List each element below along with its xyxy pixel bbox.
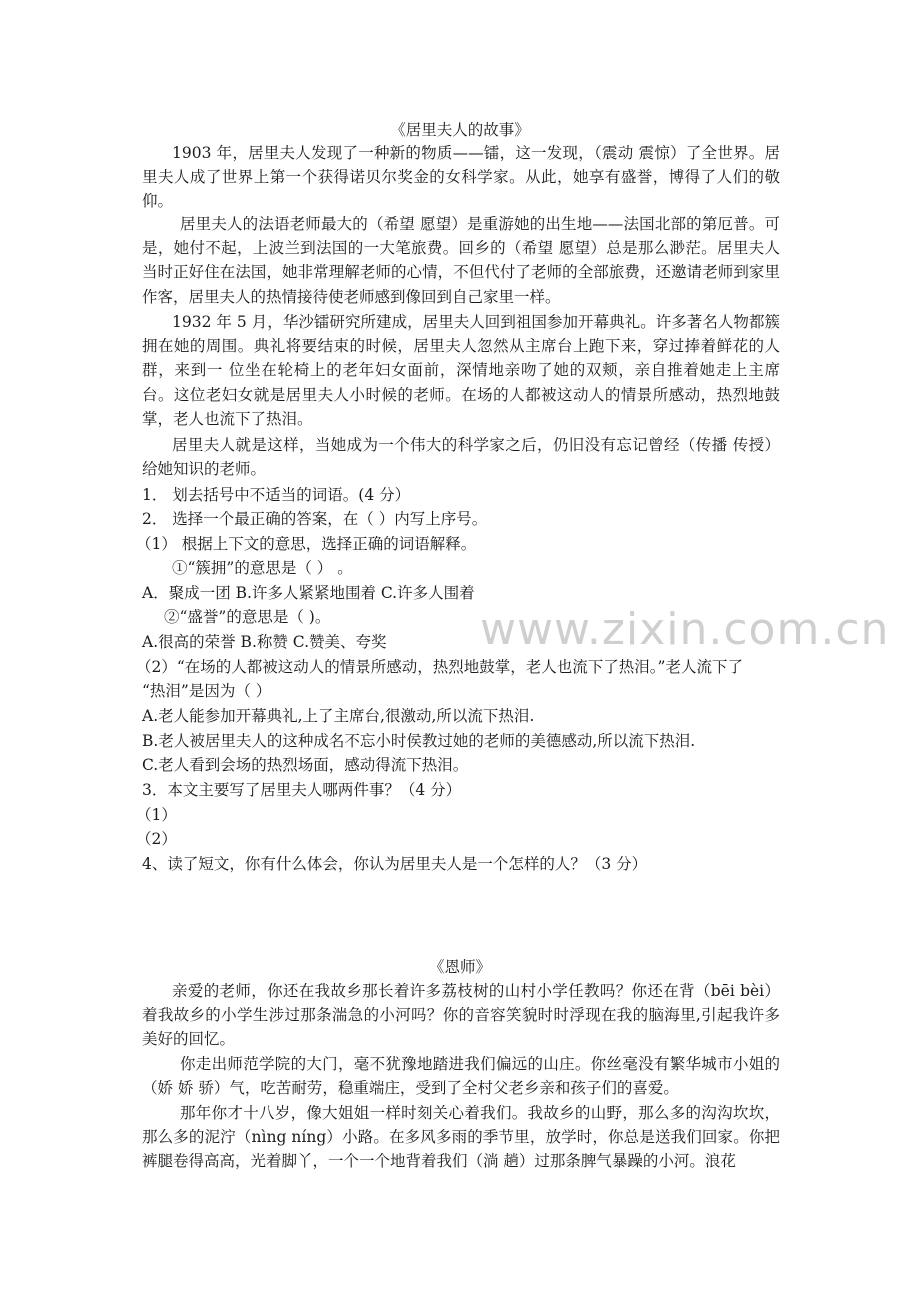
- question-2-1-b: ②“盛誉”的意思是（ )。: [164, 608, 331, 626]
- question-2-2: （2）“在场的人都被这动人的情景所感动，热烈地鼓掌，老人也流下了热泪。”老人流下了: [136, 658, 743, 676]
- question-3-2: （2）: [136, 830, 177, 848]
- question-2-1-b-options: A.很高的荣誉 B.称赞 C.赞美、夸奖: [142, 633, 387, 651]
- question-2-1-a: ①“簇拥”的意思是（ ） 。: [172, 559, 353, 577]
- question-2-1-a-options: A．聚成一团 B.许多人紧紧地围着 C.许多人围着: [142, 584, 475, 602]
- question-4: 4、读了短文，你有什么体会，你认为居里夫人是一个怎样的人？（3 分）: [142, 855, 648, 873]
- question-3: 3．本文主要写了居里夫人哪两件事？（4 分）: [142, 781, 462, 799]
- story1-paragraph-1: 1903 年，居里夫人发现了一种新的物质——镭，这一发现，（震动 震惊）了全世界。居里夫人成了世界上第一个获得诺贝尔奖金的女科学家。从此，她享有盛誉，博得了人们的敬仰。: [142, 144, 780, 211]
- story1-title: 《居里夫人的故事》: [390, 121, 530, 139]
- question-2-1: （1） 根据上下文的意思，选择正确的词语解释。: [136, 535, 477, 553]
- question-2-2-cont: “热泪”是因为（ ）: [142, 682, 272, 700]
- story2-paragraph-2: 你走出师范学院的大门，毫不犹豫地踏进我们偏远的山庄。你丝毫没有繁华城市小姐的（娇 娇 骄）气，吃苦耐劳，稳重端庄，受到了全村父老乡亲和孩子们的喜爱。: [142, 1055, 780, 1098]
- question-2-2-option-c: C.老人看到会场的热烈场面，感动得流下热泪。: [142, 756, 469, 774]
- story2-paragraph-3: 那年你才十八岁，像大姐姐一样时刻关心着我们。我故乡的山野，那么多的沟沟坎坎，那么多的泥泞（nìng níng）小路。在多风多雨的季节里，放学时，你总是送我们回家。你把裤腿卷得高高，光着脚丫，一个一个地背着我们（淌 趟）过那条脾气暴躁的小河。浪花: [142, 1104, 780, 1171]
- story1-paragraph-2: 居里夫人的法语老师最大的（希望 愿望）是重游她的出生地——法国北部的第厄普。可是，她付不起，上波兰到法国的一大笔旅费。回乡的（希望 愿望）总是那么渺茫。居里夫人当时正好住在法国，她非常理解老师的心情，不但代付了老师的全部旅费，还邀请老师到家里作客，居里夫人的热情接待使老师感到像回到自己家里一样。: [142, 215, 780, 306]
- question-3-1: （1）: [136, 806, 177, 824]
- question-1: 1． 划去括号中不适当的词语。(4 分）: [142, 486, 411, 504]
- story1-paragraph-4: 居里夫人就是这样，当她成为一个伟大的科学家之后，仍旧没有忘记曾经（传播 传授）给她知识的老师。: [142, 436, 780, 479]
- question-2: 2． 选择一个最正确的答案，在（ ）内写上序号。: [142, 510, 488, 528]
- story1-paragraph-3: 1932 年 5 月，华沙镭研究所建成，居里夫人回到祖国参加开幕典礼。许多著名人物都簇拥在她的周围。典礼将要结束的时候，居里夫人忽然从主席台上跑下来，穿过捧着鲜花的人群，来到一 位坐在轮椅上的老年妇女面前，深情地亲吻了她的双颊，亲自推着她走上主席台。这位老妇女就是居里夫人小时候的老师。在场的人都被这动人的情景所感动，热烈地鼓掌，老人也流下了热泪。: [142, 313, 780, 428]
- story2-title: 《恩师》: [428, 958, 491, 976]
- question-2-2-option-b: B.老人被居里夫人的这种成名不忘小时侯教过她的老师的美德感动,所以流下热泪.: [142, 732, 696, 750]
- watermark: www.zixin.com.cn: [480, 604, 890, 655]
- story2-paragraph-1: 亲爱的老师，你还在我故乡那长着许多荔枝树的山村小学任教吗？你还在背（bēi bèi）着我故乡的小学生涉过那条湍急的小河吗？你的音容笑貌时时浮现在我的脑海里,引起我许多美好的回忆。: [142, 982, 780, 1049]
- question-2-2-option-a: A.老人能参加开幕典礼,上了主席台,很激动,所以流下热泪.: [142, 707, 535, 725]
